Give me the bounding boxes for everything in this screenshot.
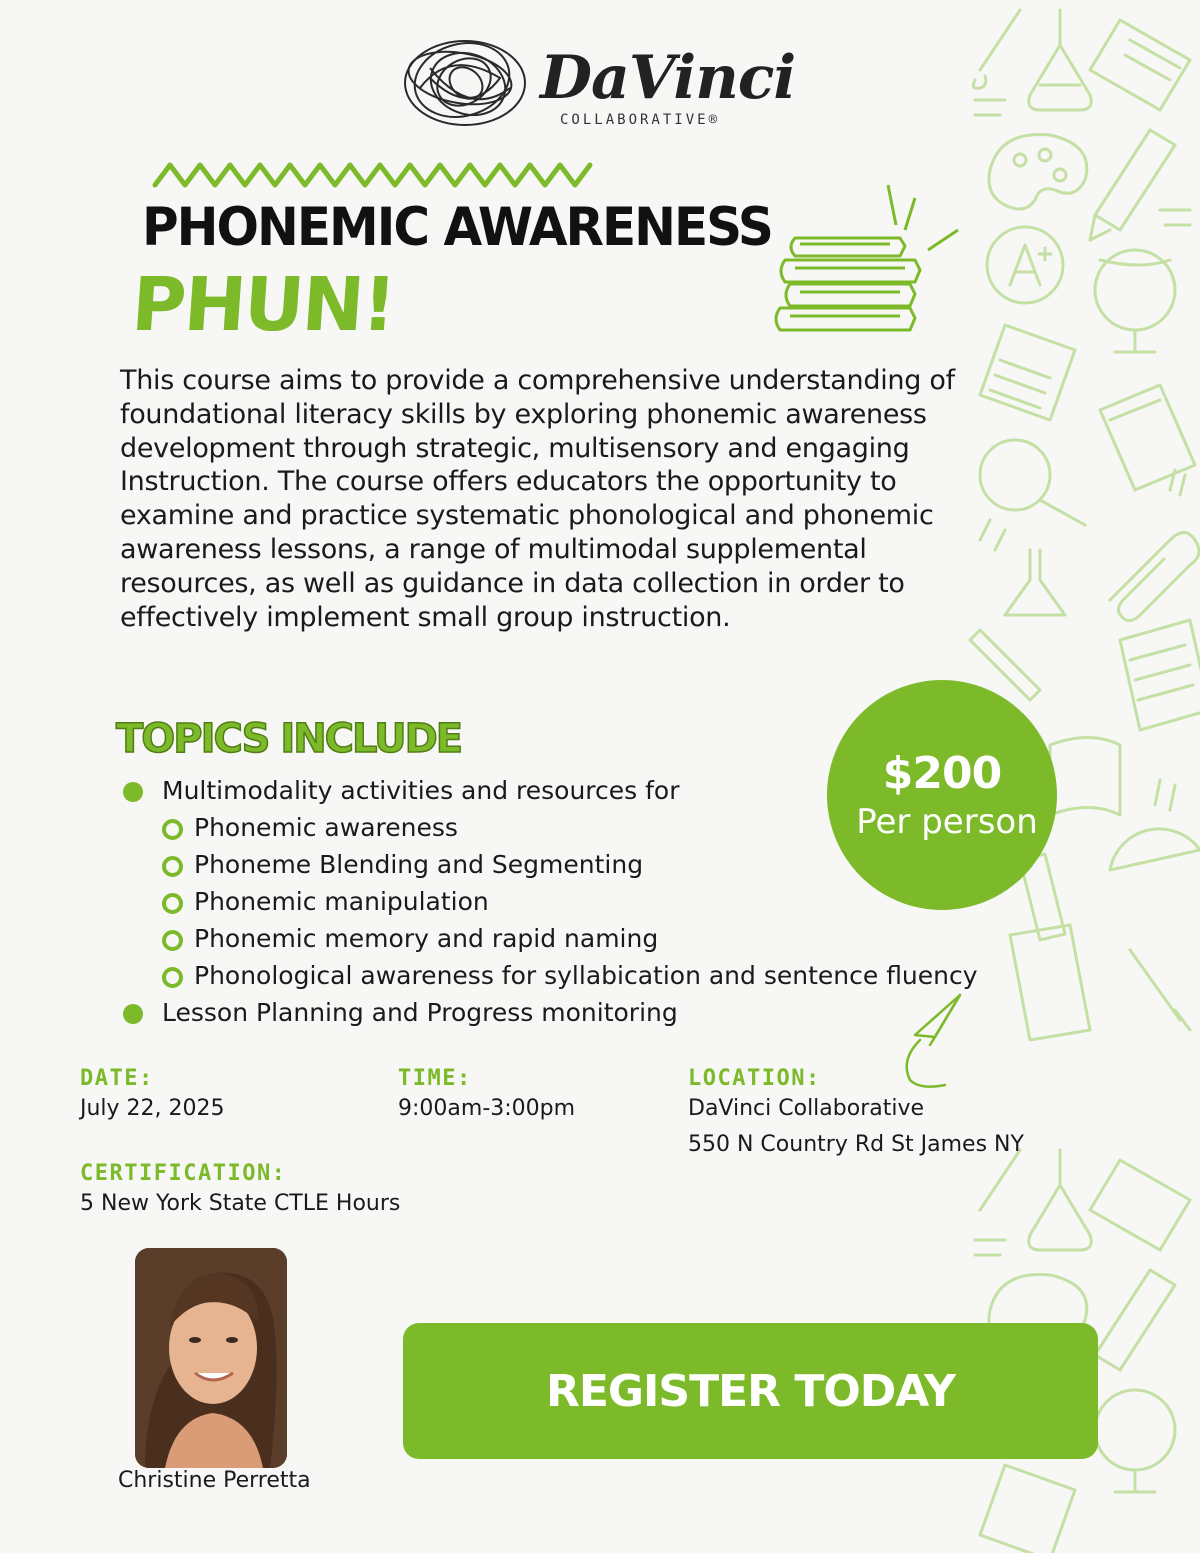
date-label: DATE: [80, 1066, 154, 1091]
subtopic-item: Phonemic manipulation [162, 883, 978, 920]
grade-a-icon [987, 227, 1063, 303]
date-block [80, 1066, 225, 1127]
pencil-icon-3 [1130, 950, 1190, 1030]
time-label: TIME: [398, 1066, 472, 1091]
globe-icon-2 [1095, 1390, 1175, 1492]
subtopic-item: Phonemic memory and rapid naming [162, 920, 978, 957]
flask-icon [1029, 10, 1092, 110]
certification-value: 5 New York State CTLE Hours [80, 1191, 401, 1216]
paper-icon-2 [980, 1465, 1075, 1553]
time-value: 9:00am-3:00pm [398, 1096, 576, 1121]
pencil-icon [1090, 130, 1175, 240]
location-address: 550 N Country Rd St James NY [688, 1132, 1024, 1157]
topic-item [120, 994, 978, 1031]
course-title-accent: PHUN! [128, 262, 397, 348]
magnifier-icon [980, 440, 1085, 525]
beaker-icon [1005, 550, 1065, 615]
paperclip-icon [1110, 533, 1199, 621]
logo-tagline: COLLABORATIVE® [560, 112, 721, 128]
topics-heading: TOPICS INCLUDE [116, 716, 462, 762]
certification-block [80, 1161, 400, 1222]
location-block [688, 1066, 1024, 1163]
subtopic-item: Phoneme Blending and Segmenting [162, 846, 978, 883]
topic-label: Lesson Planning and Progress monitoring [162, 998, 678, 1027]
instructor-photo [135, 1248, 287, 1468]
price-amount: $200 [882, 748, 1002, 799]
palette-icon [989, 134, 1087, 209]
brush-icon [973, 10, 1020, 88]
notebook-icon [1090, 20, 1190, 110]
zigzag-decoration [150, 150, 610, 195]
price-badge [827, 680, 1057, 910]
instructor-name: Christine Perretta [118, 1468, 311, 1493]
flask-icon-2 [1029, 1150, 1092, 1250]
notebook-icon-2 [1090, 1160, 1190, 1250]
protractor-icon [1110, 829, 1200, 870]
course-description: This course aims to provide a comprehensive understanding of foundational literacy skills by exploring phonemic awareness development through strategic, multisensory and engaging Instruction. The course offers educators the opportunity to examine and practice systematic phonological and phonemic awareness lessons, a range of multimodal supplemental resources, as well as guidance in data collection in order to effectively implement small group instruction. [120, 365, 955, 633]
certification-label: CERTIFICATION: [80, 1161, 287, 1186]
books-stack-icon [770, 180, 970, 340]
davinci-logo [400, 28, 800, 143]
course-title: PHONEMIC AWARENESS [142, 196, 772, 258]
subtopic-item: Phonemic awareness [162, 809, 978, 846]
spiral-notebook-icon [1120, 620, 1200, 730]
subtopic-item: Phonological awareness for syllabication and sentence fluency [162, 957, 978, 994]
logo-wordmark: DaVinci [540, 43, 796, 113]
globe-icon [1095, 250, 1175, 352]
book-icon [1100, 385, 1195, 490]
book-icon-2 [1010, 925, 1090, 1040]
pencil-icon-4 [1095, 1270, 1175, 1370]
register-button[interactable]: REGISTER TODAY [403, 1323, 1098, 1459]
location-name: DaVinci Collaborative [688, 1096, 925, 1121]
paper-icon [980, 325, 1075, 420]
location-label: LOCATION: [688, 1066, 821, 1091]
date-value: July 22, 2025 [80, 1096, 225, 1121]
topic-label: Multimodality activities and resources for [162, 776, 680, 805]
time-block [398, 1066, 575, 1127]
price-unit: Per person [856, 802, 1038, 842]
scribble-logo-icon [400, 28, 540, 138]
